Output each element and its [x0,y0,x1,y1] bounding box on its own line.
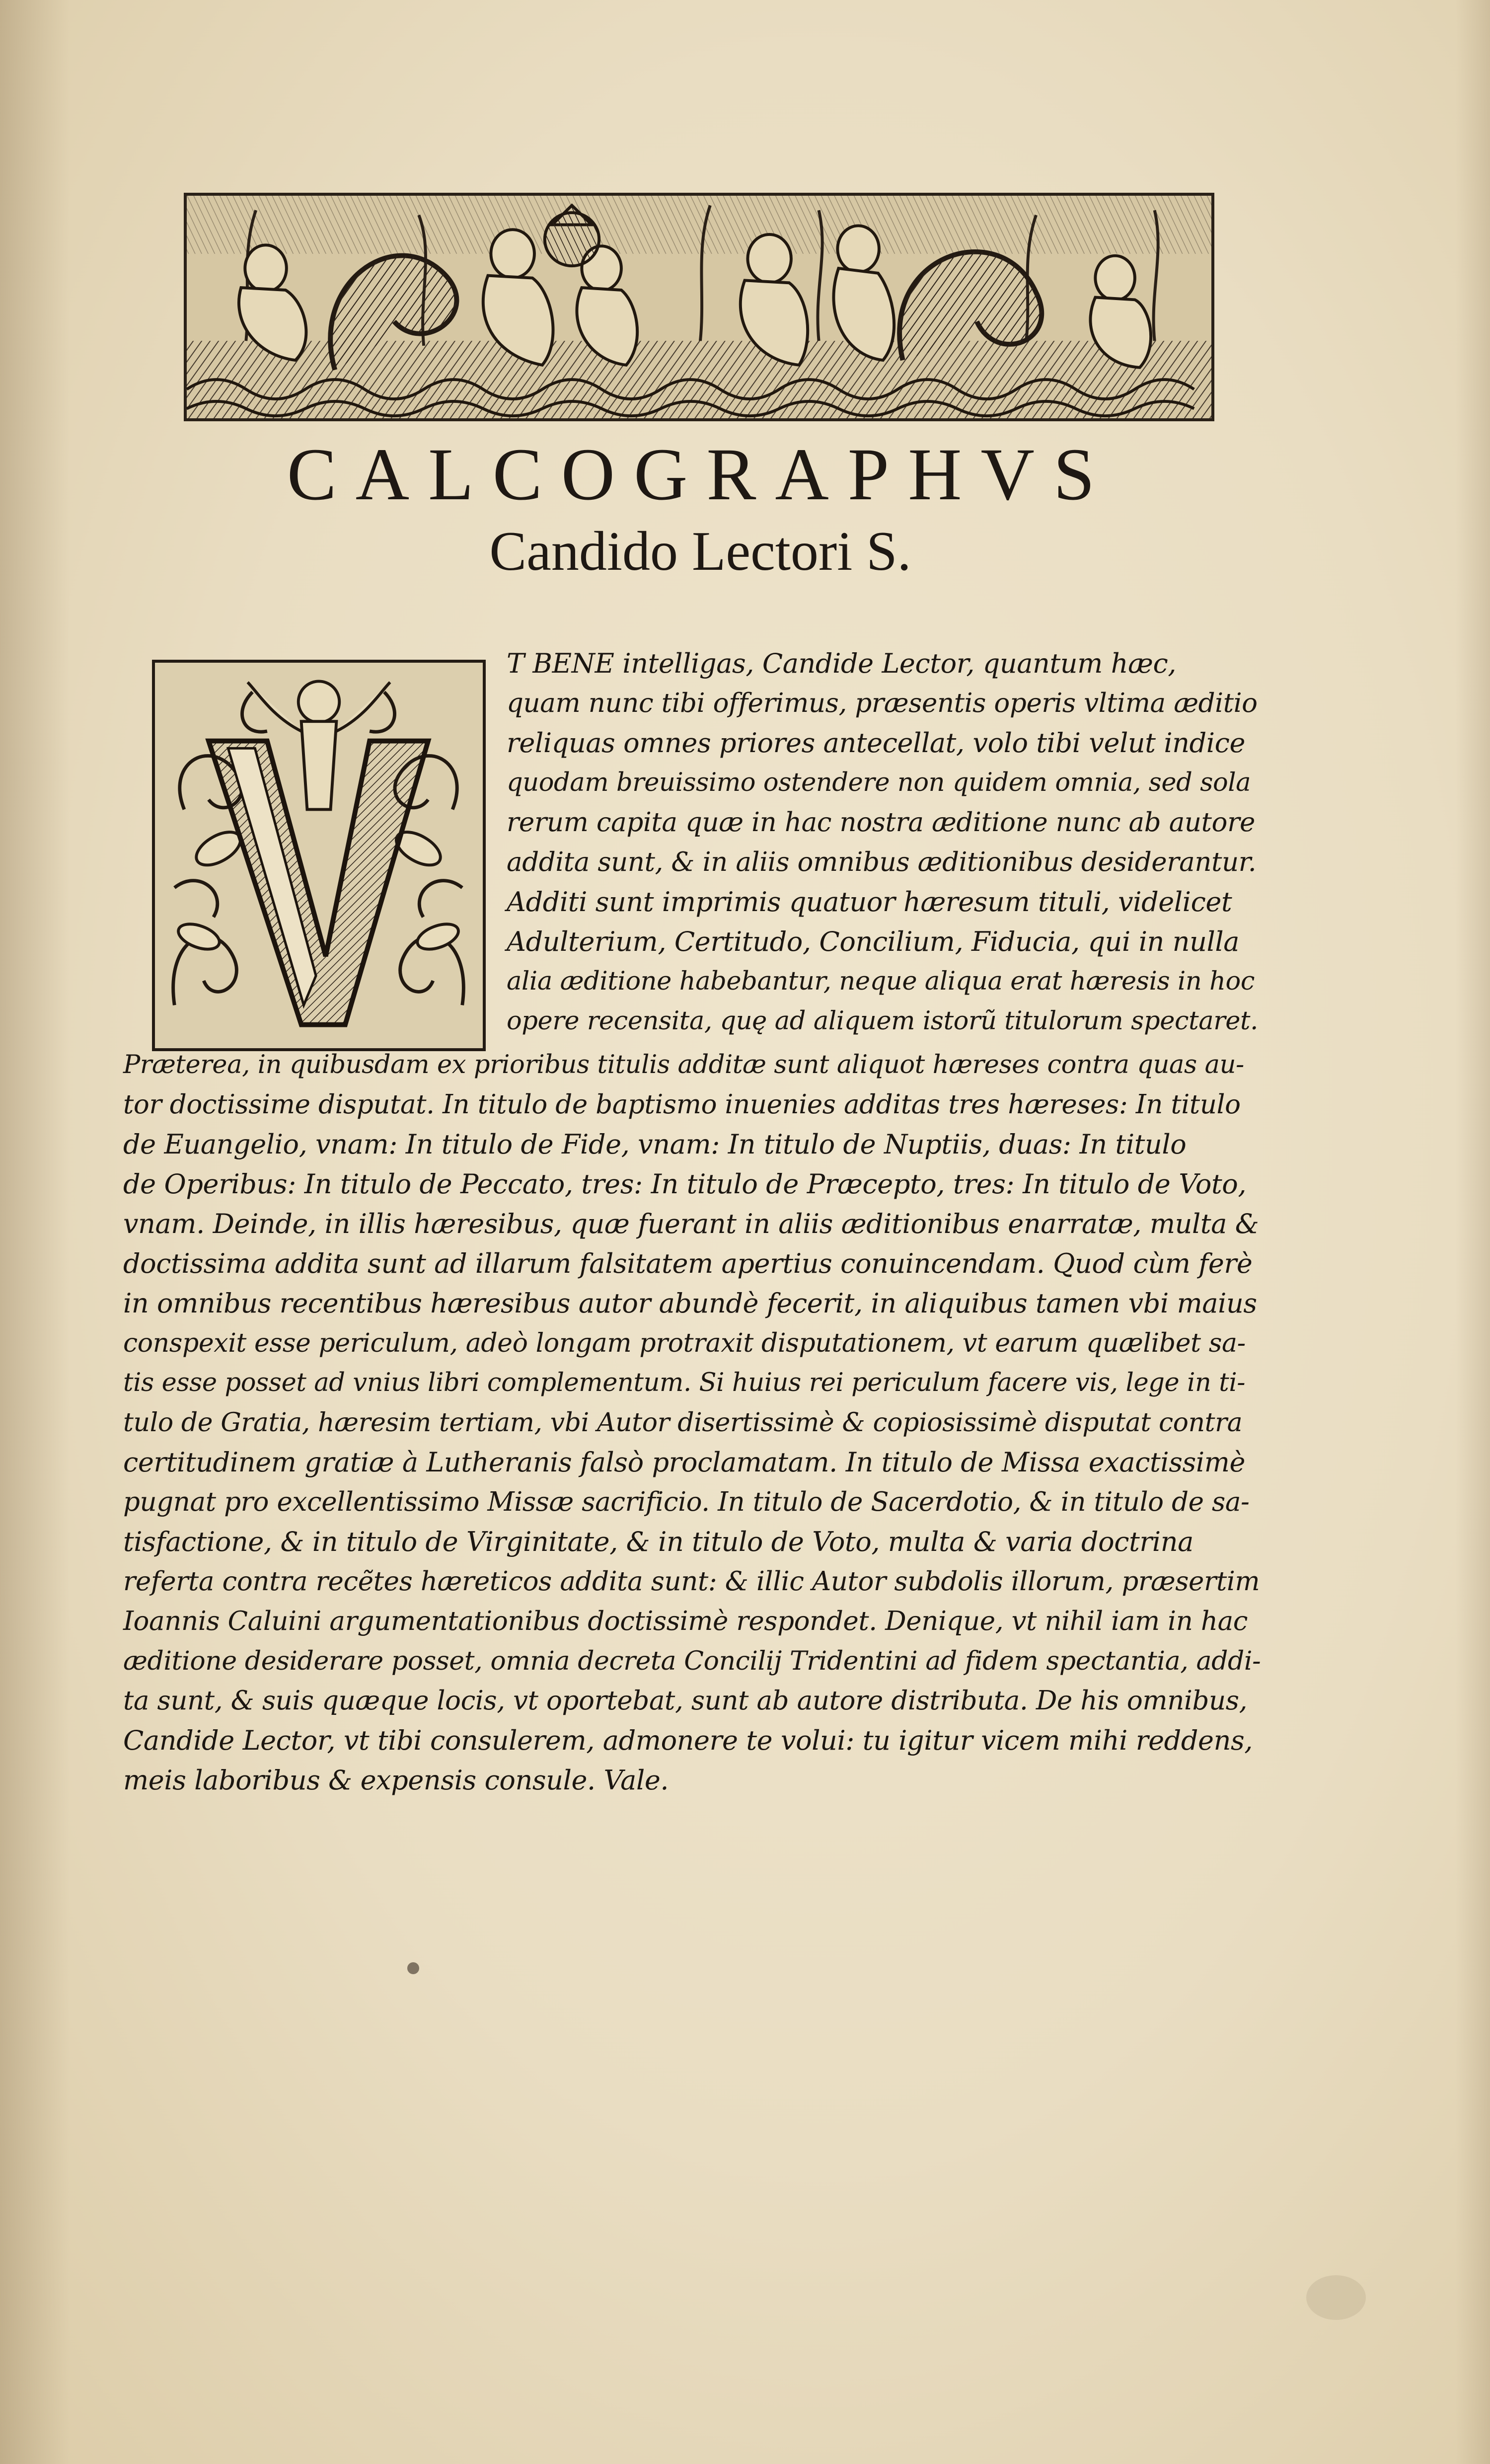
text-line: conspexit esse periculum, adeò longam protraxit disputationem, vt earum quælibet sa- [123,1328,1246,1358]
text-line: addita sunt, & in aliis omnibus æditionibus desiderantur. [507,847,1257,877]
text-line: tor doctissime disputat. In titulo de baptismo inuenies additas tres hæreses: In titulo [123,1089,1241,1120]
text-line: Adulterium, Certitudo, Concilium, Fiducia, qui in nulla [507,926,1239,957]
text-line: ta sunt, & suis quæque locis, vt oportebat, sunt ab autore distributa. De his omnibus, [123,1686,1248,1716]
text-line: doctissima addita sunt ad illarum falsitatem apertius conuincendam. Quod cùm ferè [123,1248,1253,1279]
text-line: Ioannis Caluini argumentationibus doctissimè respondet. Denique, vt nihil iam in hac [123,1606,1248,1636]
text-line: Additi sunt imprimis quatuor hæresum tituli, videlicet [507,886,1232,918]
page-title: CALCOGRAPHVS [287,433,1114,516]
text-line: alia æditione habebantur, neque aliqua erat hæresis in hoc [507,967,1255,996]
text-line: vnam. Deinde, in illis hæresibus, quæ fuerant in aliis æditionibus enarratæ, multa & [123,1208,1259,1239]
text-line: de Euangelio, vnam: In titulo de Fide, vnam: In titulo de Nuptiis, duas: In titulo [123,1129,1187,1160]
text-line: æditione desiderare posset, omnia decreta Concilij Tridentini ad fidem spectantia, addi- [123,1646,1261,1676]
text-line: rerum capita quæ in hac nostra æditione nunc ab autore [507,807,1255,838]
text-line: quam nunc tibi offerimus, præsentis operis vltima æditio [507,688,1258,718]
text-line: Præterea, in quibusdam ex prioribus titulis additæ sunt aliquot hæreses contra quas au- [123,1050,1244,1079]
text-line: reliquas omnes priores antecellat, volo tibi velut indice [507,727,1246,759]
text-line: tulo de Gratia, hæresim tertiam, vbi Autor disertissimè & copiosissimè disputat contra [123,1408,1243,1438]
text-line: certitudinem gratiæ à Lutheranis falsò proclamatam. In titulo de Missa exactissimè [123,1447,1246,1478]
text-line: quodam breuissimo ostendere non quidem omnia, sed sola [507,768,1251,797]
text-line: meis laboribus & expensis consule. Vale. [123,1765,669,1796]
text-line: in omnibus recentibus hæresibus autor abundè fecerit, in aliquibus tamen vbi maius [123,1288,1257,1319]
text-line: pugnat pro excellentissimo Missæ sacrificio. In titulo de Sacerdotio, & in titulo de sa- [123,1487,1250,1517]
text-line: Candide Lector, vt tibi consulerem, admonere te volui: tu igitur vicem mihi reddens, [123,1725,1253,1756]
text-line: tis esse posset ad vnius libri complementum. Si huius rei periculum facere vis, lege in ti- [123,1368,1246,1397]
page-subtitle: Candido Lectori S. [489,521,911,582]
text-line: de Operibus: In titulo de Peccato, tres: In titulo de Præcepto, tres: In titulo de Voto, [123,1168,1247,1200]
text-line: opere recensita, quę ad aliquem istorũ titulorum spectaret. [507,1006,1258,1036]
text-line: referta contra recẽtes hæreticos addita sunt: & illic Autor subdolis illorum, præsertim [123,1566,1260,1597]
text-line: tisfactione, & in titulo de Virginitate, & in titulo de Voto, multa & varia doctrina [123,1526,1193,1557]
text-line: T BENE intelligas, Candide Lector, quantum hæc, [507,648,1177,679]
